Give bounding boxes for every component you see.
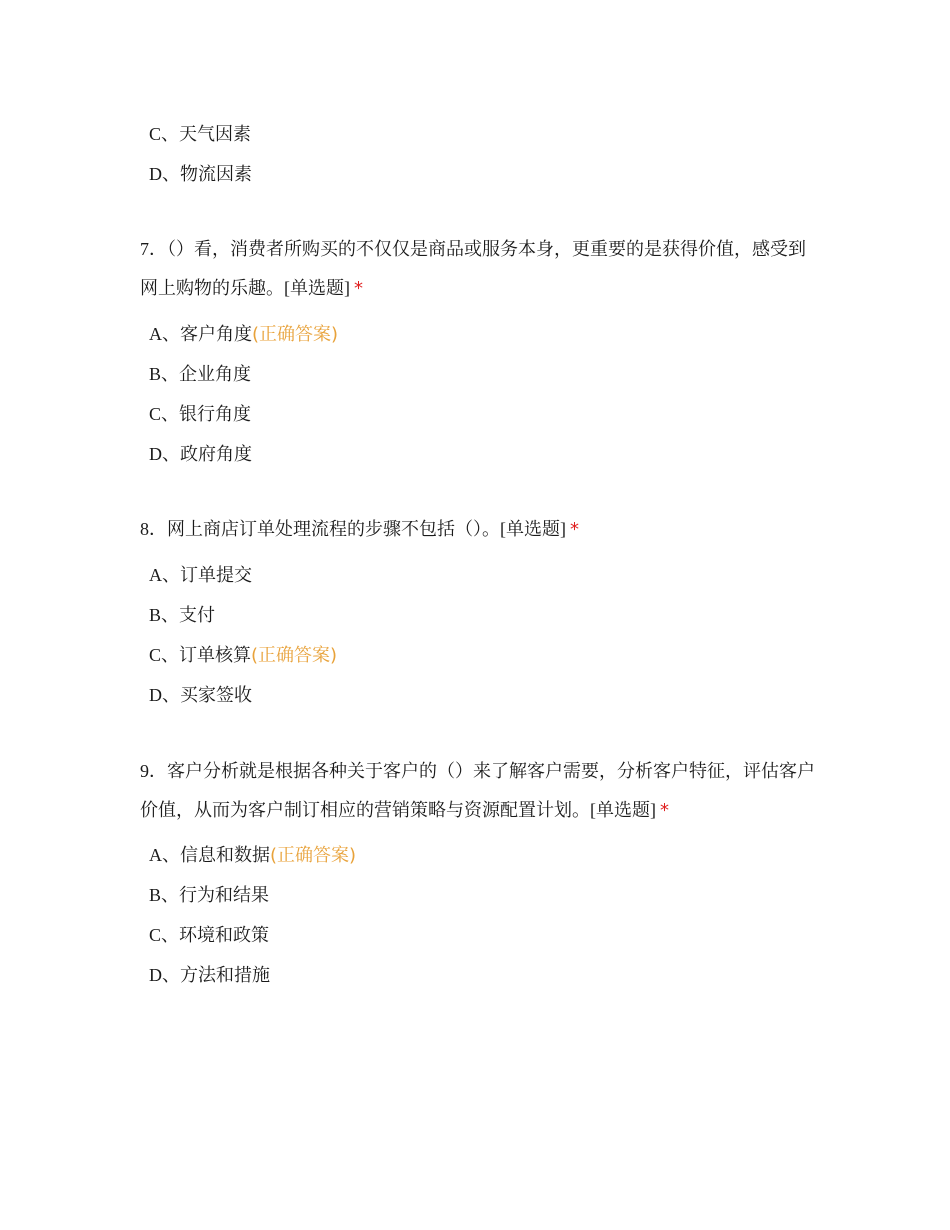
- option-text: 客户角度: [180, 324, 252, 345]
- option-letter: A、: [149, 565, 180, 585]
- question-text: 客户分析就是根据各种关于客户的（）来了解客户需要，分析客户特征，评估客户价值，从而为客户制订相应的营销策略与资源配置计划。: [140, 761, 815, 821]
- question-type: [单选题]: [284, 278, 350, 298]
- option-text: 信息和数据: [180, 845, 270, 866]
- option-letter: D、: [149, 965, 180, 985]
- option-q7-c[interactable]: [149, 402, 251, 427]
- option-q8-a[interactable]: [149, 563, 252, 588]
- option-text: 订单核算: [179, 645, 252, 666]
- option-letter: A、: [149, 324, 180, 344]
- option-q9-b[interactable]: [149, 883, 269, 908]
- option-prev-d[interactable]: [149, 162, 252, 187]
- option-q8-c[interactable]: [149, 643, 337, 668]
- question-8-title: [140, 510, 820, 549]
- option-letter: C、: [149, 124, 180, 144]
- option-q7-d[interactable]: [149, 442, 252, 467]
- option-letter: C、: [149, 404, 180, 424]
- option-text: 订单提交: [180, 565, 252, 586]
- option-text: 环境和政策: [179, 925, 270, 946]
- option-q9-a[interactable]: [149, 843, 356, 868]
- option-text: 方法和措施: [180, 965, 270, 986]
- question-type: [单选题]: [590, 800, 656, 820]
- option-letter: C、: [149, 645, 180, 665]
- option-text: 银行角度: [179, 404, 252, 425]
- option-letter: B、: [149, 885, 180, 905]
- option-letter: D、: [149, 444, 180, 464]
- question-text: 网上商店订单处理流程的步骤不包括（）。: [167, 519, 500, 540]
- option-text: 政府角度: [180, 444, 252, 465]
- option-letter: A、: [149, 845, 180, 865]
- question-number: 9．: [140, 761, 167, 781]
- question-text: （）看，消费者所购买的不仅仅是商品或服务本身，更重要的是获得价值，感受到网上购物的乐趣。: [140, 239, 806, 299]
- question-type: [单选题]: [500, 519, 566, 539]
- required-asterisk: *: [354, 278, 363, 299]
- option-q7-a[interactable]: [149, 322, 338, 347]
- required-asterisk: *: [570, 519, 579, 540]
- correct-answer-mark: (正确答案): [251, 645, 338, 666]
- option-text: 企业角度: [179, 364, 252, 385]
- correct-answer-mark: (正确答案): [270, 845, 357, 866]
- option-q8-b[interactable]: [149, 603, 215, 628]
- question-9-title: [140, 752, 820, 830]
- correct-answer-mark: (正确答案): [252, 324, 339, 345]
- option-letter: D、: [149, 164, 180, 184]
- option-q8-d[interactable]: [149, 683, 252, 708]
- option-q7-b[interactable]: [149, 362, 251, 387]
- option-letter: D、: [149, 685, 180, 705]
- question-number: 8．: [140, 519, 167, 539]
- option-text: 支付: [179, 605, 216, 626]
- required-asterisk: *: [660, 800, 669, 821]
- option-q9-c[interactable]: [149, 923, 269, 948]
- question-7-title: [140, 230, 820, 308]
- option-text: 买家签收: [180, 685, 252, 706]
- option-text: 物流因素: [180, 164, 252, 185]
- option-q9-d[interactable]: [149, 963, 270, 988]
- option-letter: B、: [149, 364, 180, 384]
- option-text: 行为和结果: [179, 885, 270, 906]
- option-letter: B、: [149, 605, 180, 625]
- option-text: 天气因素: [179, 124, 252, 145]
- option-letter: C、: [149, 925, 180, 945]
- option-prev-c[interactable]: [149, 122, 251, 147]
- question-number: 7．: [140, 239, 167, 259]
